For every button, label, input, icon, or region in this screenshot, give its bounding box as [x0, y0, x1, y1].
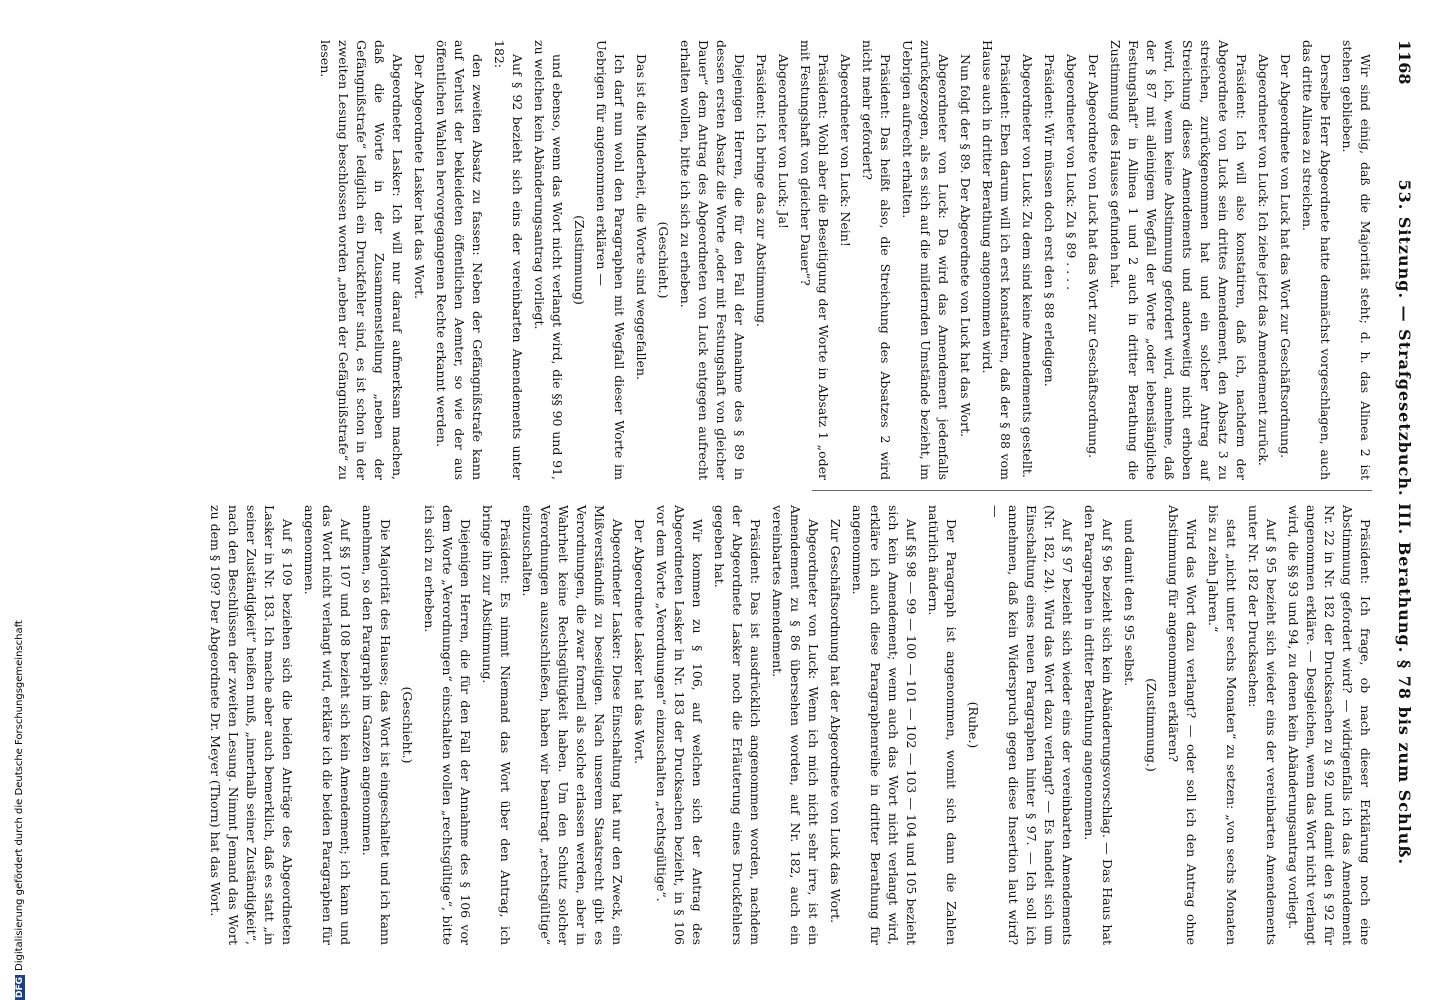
paragraph: Auf § 109 beziehen sich die beiden Anträge des Abgeordneten Lasker in Nr. 183. Ich mache aber auch bemerklich, daß es statt „in seiner Zuständigkeit“ heißen muß, „innerhalb seiner Zuständigkeit“, nach den Beschlüssen der zweiten Lesung. Nimmt Jemand das Wort zu dem § 109? Der Abgeordnete Dr. Meyer (Thorn) hat das Wort.: [208, 505, 295, 945]
paragraph: (Zustimmung.): [1144, 678, 1159, 772]
paragraph: Der Paragraph ist angenommen, womit sich dann die Zahlen natürlich ändern.: [926, 505, 959, 945]
paragraph: Präsident: Wohl aber die Beseitigung der Worte in Absatz 1 „oder mit Festungshaft von gleicher Dauer“?: [798, 40, 831, 480]
paragraph: Präsident: Ich will also konstatiren, daß ich, nachdem der Abgeordnete von Luck sein drittes Amendement, den Absatz 3 zu streichen, zurückgenommen hat und ein solcher Antrag auf Streichung dieses Amendements und anderweitig nicht erhoben wird, ich, wenn keine Abstimmung gefordert wird, annehme, daß der § 87 mit alleinigem Wegfall der Worte „oder lebenslängliche Festungshaft“ in Alinea 1 und 2 auch in dritter Berathung die Zustimmung des Hauses gefunden hat.: [1108, 40, 1249, 480]
paragraph: Die Majorität des Hauses; das Wort ist eingeschaltet und ich kann annehmen, so den Paragraph im Ganzen angenommen.: [360, 505, 393, 945]
paragraph: Wir kommen zu § 106, auf welchen sich der Antrag des Abgeordneten Lasker in Nr. 183 der Drucksachen bezieht, in § 106 vor dem Worte „Verordnungen“ einzuschalten „rechtsgültige“.: [654, 505, 705, 945]
paragraph: Abgeordneter Lasker: Diese Einschaltung hat nur den Zweck, ein Mißverständniß zu beseitigen. Nach unserem Staatsrecht gibt es Verordnungen, die zwar formell als solche erlassen werden, aber in Wahrheit keine Rechtsgültigkeit haben. Um den Schutz solcher Verordnungen auszuschließen, haben wir beantragt „rechtsgültige“ einzuschalten.: [520, 505, 625, 945]
paragraph: Abgeordneter von Luck: Da wird das Amendement jedenfalls zurückgezogen, als es sich auf die mildernden Umstände bezieht, im Uebrigen aufrecht erhalten.: [900, 40, 951, 480]
paragraph: Abgeordneter von Luck: Ja!: [776, 54, 791, 229]
left-column: [312, 40, 1374, 480]
paragraph: (Geschieht.): [656, 221, 671, 299]
paragraph: Der Abgeordnete von Luck hat das Wort zur Geschäftsordnung.: [1086, 54, 1101, 459]
paragraph: Der Abgeordnete Lasker hat das Wort.: [412, 54, 427, 300]
paragraph: Präsident: Es nimmt Niemand das Wort über den Antrag, ich bringe ihn zur Abstimmung.: [480, 505, 513, 945]
paragraph: Der Abgeordnete von Luck hat das Wort zur Geschäftsordnung.: [1278, 54, 1293, 459]
paragraph: Auf § 96 bezieht sich kein Abänderungsvorschlag. — Das Haus hat den Paragraphen in dritter Berathung angenommen.: [1082, 505, 1115, 945]
paragraph: Präsident: Wir müssen doch erst den § 88 erledigen.: [1042, 54, 1057, 387]
paragraph: Derselbe Herr Abgeordnete hatte demnächst vorgeschlagen, auch das dritte Alinea zu streichen.: [1300, 40, 1333, 480]
dfg-credit: Digitalisierung gefördert durch die Deutsche Forschungsgemeinschaft: [14, 620, 25, 971]
paragraph: Wir sind einig, daß die Majorität steht; d. h. das Alinea 2 ist stehen geblieben.: [1340, 40, 1373, 480]
paragraph: Ich darf nun wohl den Paragraphen mit Wegfall dieser Worte im Uebrigen für angenommen erklären —: [594, 40, 627, 480]
paragraph: (Zustimmung): [572, 215, 587, 305]
paragraph: Auf §§ 98 — 99 — 100 — 101 — 102 — 103 — 104 und 105 bezieht sich kein Amendement; wenn auch das Wort nicht verlangt wird, erkläre ich auch diese Paragraphenreihe in dritter Berathung für angenommen.: [850, 505, 919, 945]
paragraph: Präsident: Ich frage, ob nach dieser Erklärung noch eine Abstimmung gefordert wird? — widrigenfalls ich das Amendement Nr. 22 in Nr. 182 der Drucksachen zu § 92 und damit den § 92 für angenommen erkläre. — Desgleichen, wenn das Wort nicht verlangt wird, die §§ 93 und 94, zu denen kein Abänderungsantrag vorliegt.: [1286, 505, 1373, 945]
paragraph: Diejenigen Herren, die für den Fall der Annahme des § 106 vor dem Worte „Verordnungen“ einschalten wollen „rechtsgültige“, bitte ich sich zu erheben.: [422, 505, 473, 945]
right-column: [202, 505, 1374, 945]
paragraph: Abgeordneter von Luck: Zu § 89 . . . .: [1064, 54, 1079, 291]
paragraph: Nun folgt der § 89. Der Abgeordnete von Luck hat das Wort.: [958, 54, 973, 438]
page-header: [1390, 40, 1414, 960]
dfg-logo-icon: DFG: [15, 976, 25, 998]
paragraph: Abgeordneter von Luck: Zu dem sind keine Amendements gestellt.: [1020, 54, 1035, 478]
paragraph: Wird das Wort dazu verlangt? — oder soll ich den Antrag ohne Abstimmung für angenommen erklären?: [1166, 505, 1199, 945]
paragraph: Präsident: Eben darum will ich erst konstatiren, daß der § 88 vom Hause auch in dritter Berathung angenommen wird.: [980, 40, 1013, 480]
paragraph: Der Abgeordnete Lasker hat das Wort.: [632, 519, 647, 765]
paragraph: Auf § 95 bezieht sich wieder eins der vereinbarten Amendements unter Nr. 182 der Drucksachen:: [1246, 505, 1279, 945]
paragraph: Zur Geschäftsordnung hat der Abgeordnete von Luck das Wort.: [828, 519, 843, 924]
paragraph: Abgeordneter Lasker: Ich will nur darauf aufmerksam machen, daß die Worte in der Zusammenstellung „neben der Gefängnißstrafe“ lediglich ein Druckfehler sind, es ist schon in der zweiten Lesung beschlossen worden „neben der Gefängnißstrafe“ zu lesen.: [318, 40, 405, 480]
paragraph: Diejenigen Herren, die für den Fall der Annahme des § 89 in dessen ersten Absatz die Worte „oder mit Festungshaft von gleicher Dauer“ dem Antrag des Abgeordneten von Luck entgegen aufrecht erhalten wollen, bitte ich sich zu erheben.: [678, 40, 747, 480]
paragraph: statt „nicht unter sechs Monaten“ zu setzen: „von sechs Monaten bis zu zehn Jahren.“: [1206, 505, 1239, 945]
paragraph: (Geschieht.): [400, 686, 415, 764]
paragraph: und damit den § 95 selbst.: [1122, 519, 1137, 687]
page-title: 53. Sitzung. — Strafgesetzbuch. III. Berathung. § 78 bis zum Schluß.: [1395, 179, 1414, 866]
paragraph: Abgeordneter von Luck: Wenn ich mich nicht sehr irre, ist ein Amendement zu § 86 übersehen worden, auf Nr. 182, auch ein vereinbartes Amendement.: [770, 505, 821, 945]
paragraph: Präsident: Ich bringe das zur Abstimmung.: [754, 54, 769, 327]
paragraph: (Ruhe.): [966, 701, 981, 749]
paragraph: den zweiten Absatz zu fassen: Neben der Gefängnißstrafe kann auf Verlust der bekleideten öffentlichen Aemter, so wie der aus öffentlichen Wahlen hervorgegangenen Rechte erkannt werden.: [434, 40, 485, 480]
paragraph: Auf §§ 107 und 108 bezieht sich kein Amendement; ich kann und das Wort nicht verlangt wird, erkläre ich die beiden Paragraphen für angenommen.: [302, 505, 353, 945]
paragraph: Abgeordneter von Luck: Ich ziehe jetzt das Amendement zurück.: [1256, 54, 1271, 466]
paragraph: Auf § 97 bezieht sich wieder eins der vereinbarten Amendements (Nr. 182, 24). Wird das Wort dazu verlangt? — Es handelt sich um Einschaltung eines neuen Paragraphen hinter § 97. — Ich soll ich annehmen, daß kein Widerspruch gegen diese Insertion laut wird? —: [988, 505, 1075, 945]
column-divider: [812, 490, 1372, 491]
paragraph: Auf § 92 bezieht sich eins der vereinbarten Amendements unter 182:: [492, 40, 525, 480]
page-number: 1168: [1395, 40, 1414, 85]
paragraph: und ebenso, wenn das Wort nicht verlangt wird, die §§ 90 und 91, zu welchen kein Abänderungsantrag vorliegt.: [532, 40, 565, 480]
paragraph: Präsident: Das heißt also, die Streichung des Absatzes 2 wird nicht mehr gefordert?: [860, 40, 893, 480]
paragraph: Das ist die Minderheit, die Worte sind weggefallen.: [634, 54, 649, 380]
paragraph: Abgeordneter von Luck: Nein!: [838, 54, 853, 247]
dfg-footer: [2, 600, 25, 1000]
paragraph: Präsident: Das ist ausdrücklich angenommen worden, nachdem der Abgeordnete Lasker noch die Erläuterung eines Druckfehlers gegeben hat.: [712, 505, 763, 945]
